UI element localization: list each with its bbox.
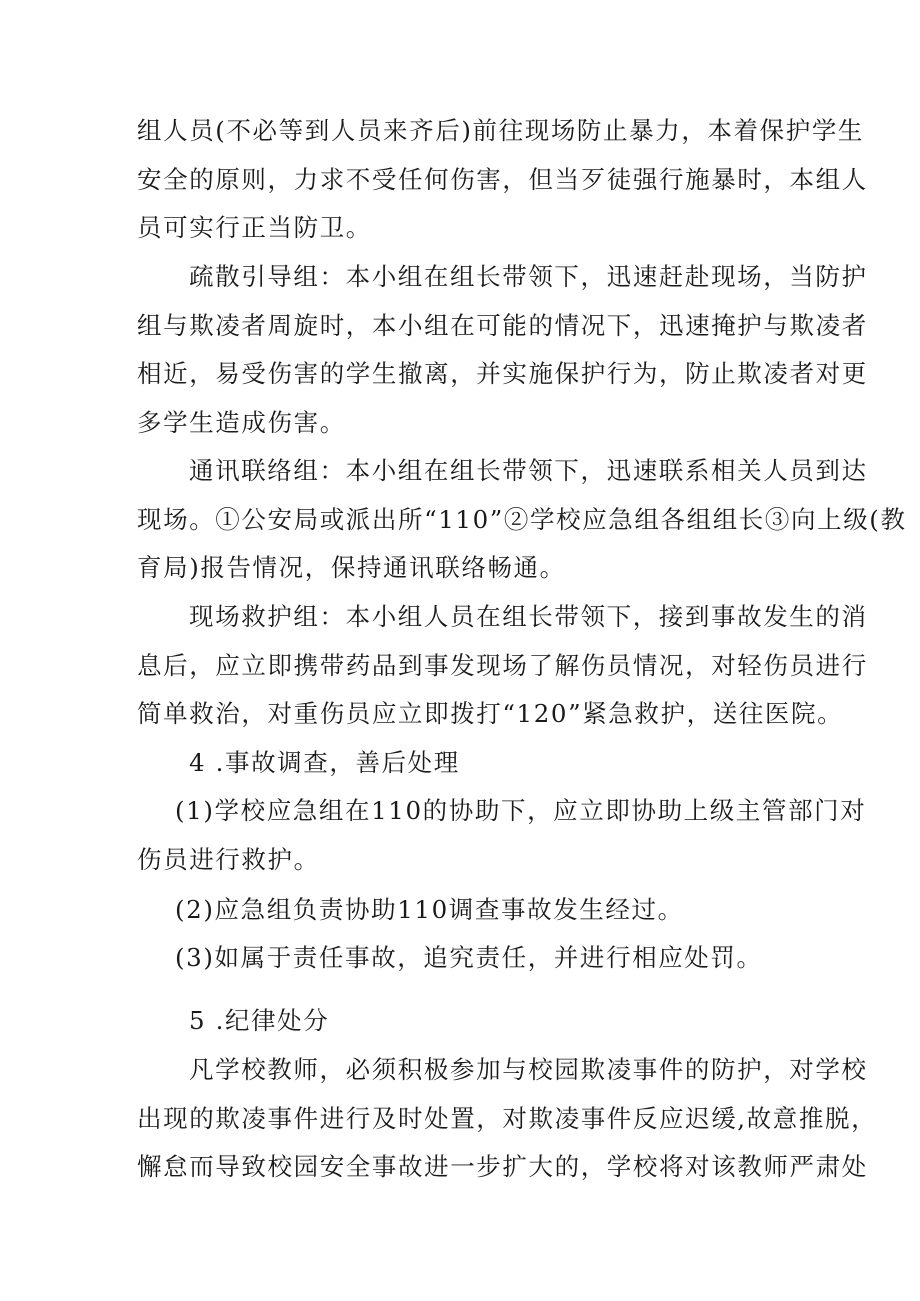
text-line: 多学生造成伤害。	[137, 407, 346, 437]
text-line: 疏散引导组：本小组在组长带领下，迅速赶赴现场，当防护	[189, 262, 868, 291]
paragraph-evacuation-team	[137, 253, 868, 447]
section-heading-5	[137, 997, 797, 1046]
text-line: 组与欺凌者周旋时，本小组在可能的情况下，迅速掩护与欺凌者	[137, 310, 868, 340]
text-line: 现场。①公安局或派出所“110”②学校应急组各组组长③向上级(教	[137, 504, 907, 534]
paragraph-prevention-team	[137, 107, 868, 253]
text-line: (2)应急组负责协助110调查事故发生经过。	[175, 895, 684, 924]
paragraph-communication-team	[137, 447, 907, 593]
text-line: 凡学校教师，必须积极参加与校园欺凌事件的防护，对学校	[189, 1055, 868, 1084]
text-line: (3)如属于责任事故，追究责任，并进行相应处罚。	[175, 943, 763, 972]
paragraph-rescue-team	[137, 593, 868, 739]
text-line: 简单救治，对重伤员应立即拨打“120”紧急救护，送往医院。	[137, 699, 844, 728]
text-line: 安全的原则，力求不受任何伤害，但当歹徒强行施暴时，本组人	[137, 164, 868, 194]
text-line: 现场救护组：本小组人员在组长带领下，接到事故发生的消	[189, 602, 868, 631]
text-line: 员可实行正当防卫。	[137, 213, 372, 242]
text-line: 育局)报告情况，保持通讯联络畅通。	[137, 553, 566, 582]
text-line: 伤员进行救护。	[137, 844, 320, 874]
list-item-1	[137, 787, 867, 884]
list-item-3	[137, 934, 797, 983]
section-heading-4	[137, 739, 797, 788]
text-line: 出现的欺凌事件进行及时处置，对欺凌事件反应迟缓,故意推脱，	[137, 1103, 878, 1133]
paragraph-discipline	[137, 1046, 878, 1192]
heading-text: 4 .事故调查，善后处理	[189, 748, 460, 777]
text-line: 组人员(不必等到人员来齐后)前往现场防止暴力，本着保护学生	[137, 116, 865, 145]
text-line: 相近，易受伤害的学生撤离，并实施保护行为，防止欺凌者对更	[137, 359, 868, 388]
text-line: 懈怠而导致校园安全事故进一步扩大的，学校将对该教师严肃处	[137, 1152, 868, 1181]
heading-text: 5 .纪律处分	[189, 1006, 330, 1035]
text-line: 息后，应立即携带药品到事发现场了解伤员情况，对轻伤员进行	[137, 650, 868, 680]
text-line: 通讯联络组：本小组在组长带领下，迅速联系相关人员到达	[189, 456, 868, 485]
list-item-2	[137, 886, 797, 935]
text-line: (1)学校应急组在110的协助下，应立即协助上级主管部门对	[175, 796, 867, 825]
